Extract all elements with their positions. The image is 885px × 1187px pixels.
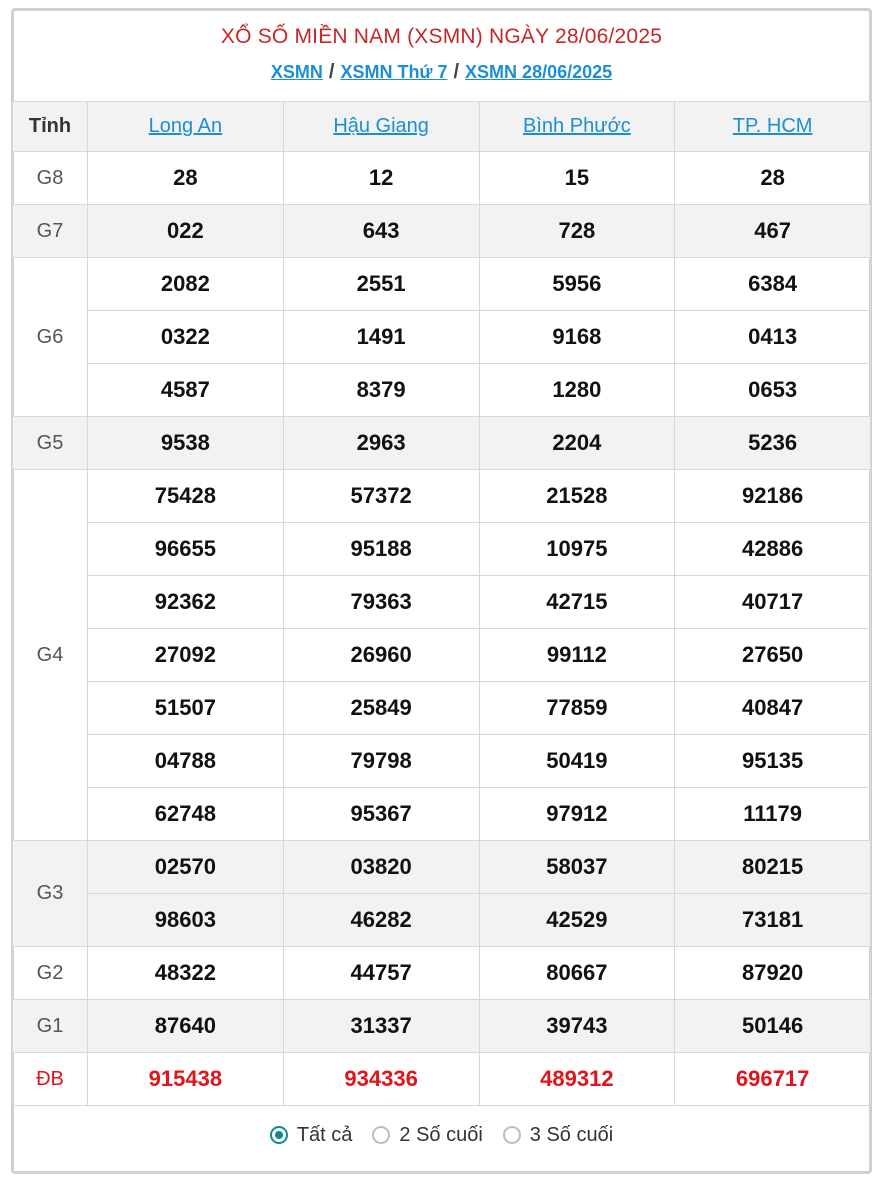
prize-row-g8	[13, 152, 871, 205]
prize-number: 87920	[675, 947, 871, 1000]
prize-number: 2082	[88, 258, 284, 311]
prize-row-g4	[13, 523, 871, 576]
radio-checked-icon[interactable]	[270, 1126, 288, 1144]
prize-number: 0322	[88, 311, 284, 364]
prize-number: 022	[88, 205, 284, 258]
prize-label: G8	[13, 152, 88, 205]
prize-number: 467	[675, 205, 871, 258]
prize-number: 10975	[479, 523, 675, 576]
prize-number: 31337	[283, 1000, 479, 1053]
filter-option-last-2[interactable]	[372, 1124, 482, 1147]
prize-label: G6	[13, 258, 88, 417]
breadcrumb-date-link[interactable]: XSMN 28/06/2025	[465, 62, 613, 82]
prize-number: 44757	[283, 947, 479, 1000]
prize-number: 95135	[675, 735, 871, 788]
filter-option-label: 2 Số cuối	[399, 1123, 483, 1146]
prize-label: ĐB	[13, 1053, 88, 1106]
prize-number: 92362	[88, 576, 284, 629]
results-table	[12, 101, 871, 1106]
province-link-long-an[interactable]: Long An	[148, 115, 223, 137]
prize-number: 5956	[479, 258, 675, 311]
prize-number: 21528	[479, 470, 675, 523]
prize-number: 42886	[675, 523, 871, 576]
prize-number: 28	[675, 152, 871, 205]
prize-number: 79798	[283, 735, 479, 788]
special-prize-number: 934336	[283, 1053, 479, 1106]
prize-number: 87640	[88, 1000, 284, 1053]
page-title: XỔ SỐ MIỀN NAM (XSMN) NGÀY 28/06/2025	[220, 25, 663, 48]
prize-number: 28	[88, 152, 284, 205]
prize-number: 1491	[283, 311, 479, 364]
radio-unchecked-icon[interactable]	[503, 1126, 521, 1144]
province-column-header: Tỉnh	[13, 102, 88, 152]
special-prize-number: 696717	[675, 1053, 871, 1106]
special-prize-number: 489312	[479, 1053, 675, 1106]
prize-label: G7	[13, 205, 88, 258]
prize-number: 75428	[88, 470, 284, 523]
prize-number: 03820	[283, 841, 479, 894]
prize-number: 73181	[675, 894, 871, 947]
prize-number: 42715	[479, 576, 675, 629]
prize-row-g4	[13, 470, 871, 523]
breadcrumb-separator: /	[453, 61, 460, 83]
prize-number: 97912	[479, 788, 675, 841]
prize-number: 11179	[675, 788, 871, 841]
radio-unchecked-icon[interactable]	[372, 1126, 390, 1144]
prize-number: 51507	[88, 682, 284, 735]
prize-number: 5236	[675, 417, 871, 470]
prize-number: 04788	[88, 735, 284, 788]
prize-number: 02570	[88, 841, 284, 894]
prize-row-g2	[13, 947, 871, 1000]
prize-number: 48322	[88, 947, 284, 1000]
breadcrumb-separator: /	[328, 61, 335, 83]
results-header	[14, 11, 869, 101]
prize-number: 728	[479, 205, 675, 258]
breadcrumb-weekday-link[interactable]: XSMN Thứ 7	[340, 62, 448, 82]
special-prize-number: 915438	[88, 1053, 284, 1106]
prize-number: 2551	[283, 258, 479, 311]
prize-number: 80215	[675, 841, 871, 894]
prize-number: 25849	[283, 682, 479, 735]
province-header	[283, 102, 479, 152]
prize-number: 1280	[479, 364, 675, 417]
prize-number: 643	[283, 205, 479, 258]
prize-number: 39743	[479, 1000, 675, 1053]
prize-number: 50419	[479, 735, 675, 788]
prize-number: 15	[479, 152, 675, 205]
prize-number: 92186	[675, 470, 871, 523]
prize-number: 99112	[479, 629, 675, 682]
prize-number: 79363	[283, 576, 479, 629]
prize-number: 26960	[283, 629, 479, 682]
prize-number: 62748	[88, 788, 284, 841]
display-filter	[14, 1106, 869, 1164]
prize-number: 9538	[88, 417, 284, 470]
prize-row-g4	[13, 682, 871, 735]
prize-number: 77859	[479, 682, 675, 735]
prize-number: 80667	[479, 947, 675, 1000]
breadcrumb-xsmn-link[interactable]: XSMN	[270, 62, 323, 82]
prize-row-g4	[13, 576, 871, 629]
results-card	[11, 8, 872, 1174]
prize-number: 50146	[675, 1000, 871, 1053]
filter-option-last-3[interactable]	[503, 1124, 613, 1147]
prize-number: 9168	[479, 311, 675, 364]
filter-option-label: Tất cả	[296, 1123, 353, 1146]
breadcrumb	[14, 61, 869, 84]
prize-number: 6384	[675, 258, 871, 311]
prize-number: 40717	[675, 576, 871, 629]
prize-label: G2	[13, 947, 88, 1000]
prize-label: G3	[13, 841, 88, 947]
prize-number: 98603	[88, 894, 284, 947]
prize-row-g6	[13, 364, 871, 417]
prize-row-g4	[13, 735, 871, 788]
province-link-binh-phuoc[interactable]: Bình Phước	[523, 115, 631, 137]
prize-row-g4	[13, 788, 871, 841]
prize-number: 2963	[283, 417, 479, 470]
prize-label: G4	[13, 470, 88, 841]
prize-number: 46282	[283, 894, 479, 947]
prize-label: G5	[13, 417, 88, 470]
prize-number: 57372	[283, 470, 479, 523]
table-header-row	[13, 102, 871, 152]
prize-row-special	[13, 1053, 871, 1106]
prize-row-g6	[13, 258, 871, 311]
prize-number: 4587	[88, 364, 284, 417]
prize-row-g4	[13, 629, 871, 682]
province-header	[88, 102, 284, 152]
filter-option-label: 3 Số cuối	[529, 1123, 614, 1146]
prize-number: 0653	[675, 364, 871, 417]
prize-number: 96655	[88, 523, 284, 576]
province-header	[675, 102, 871, 152]
province-header	[479, 102, 675, 152]
prize-row-g6	[13, 311, 871, 364]
prize-row-g1	[13, 1000, 871, 1053]
prize-number: 95188	[283, 523, 479, 576]
prize-row-g5	[13, 417, 871, 470]
prize-number: 8379	[283, 364, 479, 417]
prize-label: G1	[13, 1000, 88, 1053]
prize-row-g3	[13, 841, 871, 894]
prize-number: 0413	[675, 311, 871, 364]
prize-number: 12	[283, 152, 479, 205]
prize-number: 27092	[88, 629, 284, 682]
prize-number: 42529	[479, 894, 675, 947]
prize-number: 58037	[479, 841, 675, 894]
province-link-hau-giang[interactable]: Hậu Giang	[333, 115, 429, 137]
prize-row-g3	[13, 894, 871, 947]
prize-number: 27650	[675, 629, 871, 682]
filter-option-all[interactable]	[270, 1124, 353, 1147]
prize-number: 95367	[283, 788, 479, 841]
prize-number: 2204	[479, 417, 675, 470]
prize-number: 40847	[675, 682, 871, 735]
prize-row-g7	[13, 205, 871, 258]
province-link-tp-hcm[interactable]: TP. HCM	[732, 115, 813, 137]
